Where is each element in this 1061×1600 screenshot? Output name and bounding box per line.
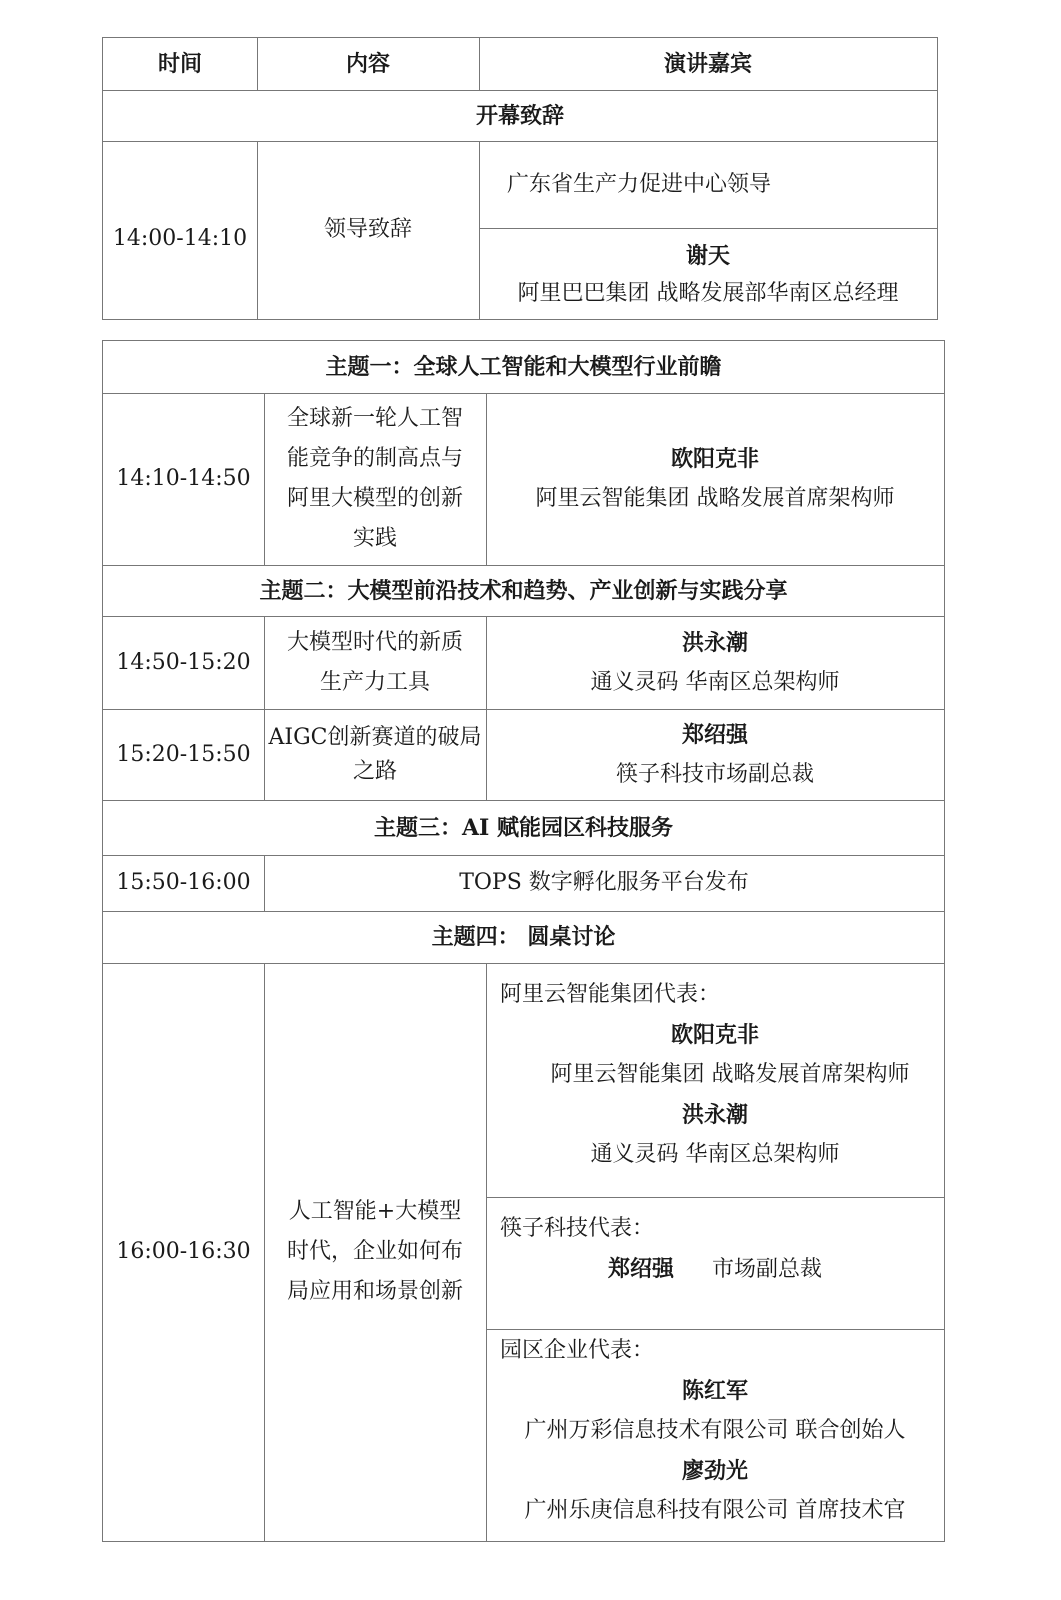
topic4-content: 人工智能+大模型 时代，企业如何布 局应用和场景创新 — [286, 1199, 463, 1304]
speaker-name: 谢天 — [685, 242, 730, 269]
opening-title: 开幕致辞 — [475, 102, 564, 129]
topic3-title: 主题三：AI 赋能园区科技服务 — [373, 814, 674, 841]
speaker-title: 通义灵码 华南区总架构师 — [590, 1142, 840, 1167]
header-content: 内容 — [345, 51, 390, 77]
speaker-title: 广州万彩信息技术有限公司 联合创始人 — [524, 1418, 906, 1443]
topic4-group3 — [486, 1329, 944, 1541]
opening-content: 领导致辞 — [323, 217, 412, 242]
topic4-group1 — [486, 963, 944, 1197]
topic2-title: 主题二：大模型前沿技术和趋势、产业创新与实践分享 — [259, 577, 788, 604]
opening-speaker1 — [479, 141, 937, 228]
speaker-title: 筷子科技市场副总裁 — [615, 761, 814, 787]
speaker-name: 洪永潮 — [681, 629, 748, 656]
speaker-title: 市场副总裁 — [712, 1257, 823, 1282]
speaker-name: 郑绍强 — [681, 721, 748, 748]
group-label: 筷子科技代表： — [500, 1216, 655, 1241]
header-speaker: 演讲嘉宾 — [663, 51, 752, 77]
opening-speaker2 — [479, 230, 937, 319]
speaker-title: 广州乐庚信息科技有限公司 首席技术官 — [524, 1498, 906, 1523]
speaker-name: 欧阳克非 — [670, 1022, 759, 1048]
topic2-row2-content: AIGC创新赛道的破局 之路 — [268, 724, 482, 784]
group-label: 阿里云智能集团代表： — [500, 982, 721, 1007]
speaker-title: 通义灵码 华南区总架构师 — [590, 669, 840, 695]
topic4-time: 16:00-16:30 — [116, 1239, 251, 1264]
speaker-title: 阿里云智能集团 战略发展首席架构师 — [535, 486, 895, 511]
topic1-speaker — [486, 393, 944, 565]
speaker-name: 陈红军 — [681, 1378, 748, 1404]
topic2-row2-speaker — [486, 709, 944, 800]
topic2-row1-speaker — [486, 616, 944, 709]
topic2-row2-time: 15:20-15:50 — [116, 741, 251, 767]
group-label: 园区企业代表： — [500, 1338, 655, 1363]
speaker-title: 阿里云智能集团 战略发展首席架构师 — [550, 1062, 910, 1087]
speaker-name: 廖劲光 — [681, 1458, 748, 1484]
header-time: 时间 — [157, 51, 202, 77]
topic3-content: TOPS 数字孵化服务平台发布 — [459, 870, 749, 895]
opening-time: 14:00-14:10 — [112, 226, 248, 251]
opening-table — [102, 37, 938, 320]
topic4-group2 — [486, 1197, 944, 1329]
topic1-time: 14:10-14:50 — [116, 466, 251, 491]
speaker-name: 郑绍强 — [607, 1256, 674, 1282]
speaker-title: 广东省生产力促进中心领导 — [507, 171, 772, 197]
topic3-time: 15:50-16:00 — [116, 870, 251, 895]
speaker-name: 欧阳克非 — [670, 446, 759, 472]
topic4-title: 主题四： 圆桌讨论 — [431, 924, 616, 950]
topic2-row1-content: 大模型时代的新质 生产力工具 — [286, 629, 463, 695]
topic2-row1-time: 14:50-15:20 — [116, 649, 251, 675]
program-table — [102, 340, 945, 1542]
topic1-title: 主题一：全球人工智能和大模型行业前瞻 — [325, 354, 722, 380]
topic1-content: 全球新一轮人工智 能竞争的制高点与 阿里大模型的创新 实践 — [286, 406, 463, 551]
speaker-title: 阿里巴巴集团 战略发展部华南区总经理 — [517, 280, 899, 306]
speaker-name: 洪永潮 — [681, 1102, 748, 1128]
